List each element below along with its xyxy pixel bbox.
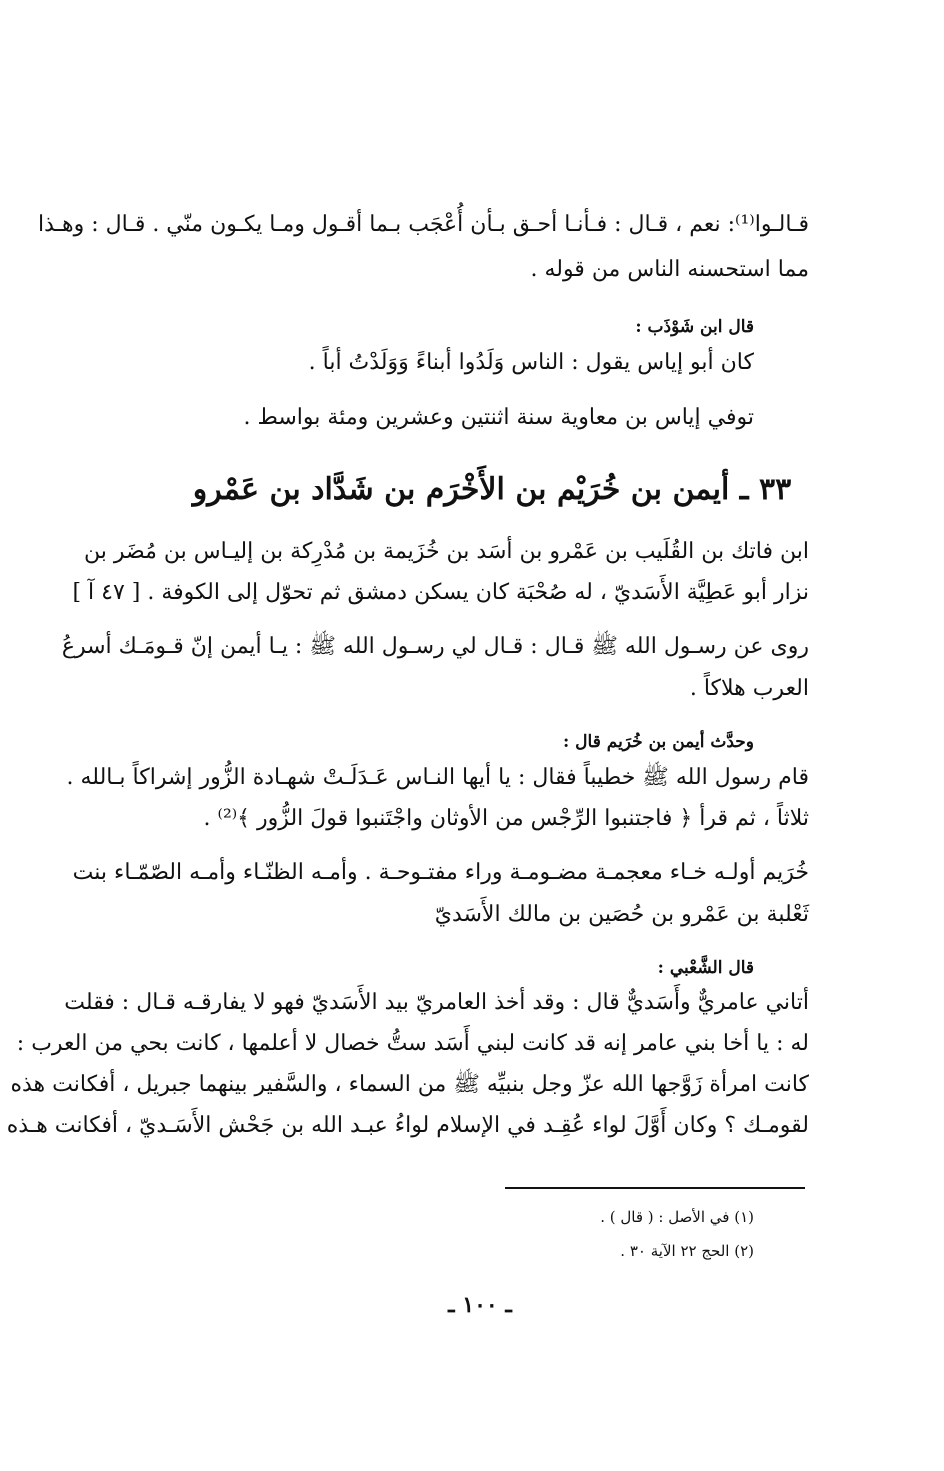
section-subheading: قال ابن شَوْذَب : [635, 317, 754, 337]
biography-title: ٣٣ ـ أيمن بن خُرَيْم بن الأَخْرَم بن شَدَّاد بن عَمْرو [192, 472, 792, 507]
paragraph-line: ثلاثاً ، ثم قرأ ﴿ فاجتنبوا الرِّجْس من الأوثان واجْتَنبوا قولَ الزُّور ﴾⁽²⁾ . [203, 806, 809, 831]
paragraph-line: نزار أبو عَطِيَّة الأَسَديّ ، له صُحْبَة كان يسكن دمشق ثم تحوّل إلى الكوفة . [ ٤٧ آ ] [72, 580, 809, 605]
section-subheading: وحدَّث أيمن بن خُرَيم قال : [562, 732, 754, 752]
paragraph-line: ابن فاتك بن القُلَيب بن عَمْرو بن أسَد بن خُزَيمة بن مُدْرِكة بن إليـاس بن مُضَر بن [84, 539, 809, 564]
section-subheading: قال الشَّعْبي : [657, 958, 754, 978]
paragraph-line: له : يا أخا بني عامر إنه قد كانت لبني أَسَد ستُّ خصال لا أعلمها ، كانت بحي من العرب : [16, 1031, 809, 1056]
paragraph-line: كانت امرأة زَوَّجها الله عزّ وجل بنبيِّه ﷺ من السماء ، والسَّفير بينهما جبريل ، أفكانت هذه [10, 1072, 809, 1097]
paragraph-line: خُرَيم أولـه خـاء معجمـة مضـومـة وراء مفتـوحـة . وأمـه الظنّـاء وأمـه الصّمّـاء بنت [72, 860, 809, 885]
footnote: (٢) الحج ٢٢ الآية ٣٠ . [620, 1242, 754, 1260]
footnote: (١) في الأصل : ( قال ) . [600, 1208, 754, 1226]
paragraph-line: كان أبو إياس يقول : الناس وَلَدُوا أبناءً وَوَلَدْتُ أباً . [308, 350, 754, 375]
footnote-divider [505, 1187, 805, 1189]
paragraph-line: مما استحسنه الناس من قوله . [530, 257, 809, 282]
paragraph-line: روى عن رسـول الله ﷺ قـال : قـال لي رسـول الله ﷺ : يـا أيمن إنّ قـومَـك أسرعُ [61, 634, 809, 659]
paragraph-line: لقومـك ؟ وكان أَوَّلَ لواء عُقِـد في الإسلام لواءُ عبـد الله بن جَحْش الأَسَـديّ ، أفكانت هـذه [6, 1113, 809, 1138]
page-number: ـ ١٠٠ ـ [448, 1292, 512, 1318]
paragraph-line: توفي إياس بن معاوية سنة اثنتين وعشرين ومئة بواسط . [243, 405, 754, 430]
paragraph-line: العرب هلاكاً . [689, 676, 809, 701]
paragraph-line: ثَعْلبة بن عَمْرو بن حُصَين بن مالك الأَسَديّ [434, 902, 809, 927]
paragraph-line: أتاني عامريٌّ وأَسَديٌّ قال : وقد أخذ العامريّ بيد الأَسَديّ فهو لا يفارقـه قـال : فقلت [64, 990, 809, 1015]
paragraph-line: قـالـوا⁽¹⁾: نعم ، قـال : فـأنـا أحـق بـأن أُعْجَب بـما أقـول ومـا يكـون منّي . قـال : وهـذا [37, 212, 809, 237]
paragraph-line: قام رسول الله ﷺ خطيباً فقال : يا أيها النـاس عَـدَلَـتْ شهـادة الزُّور إشراكاً بـالله . [66, 765, 809, 790]
